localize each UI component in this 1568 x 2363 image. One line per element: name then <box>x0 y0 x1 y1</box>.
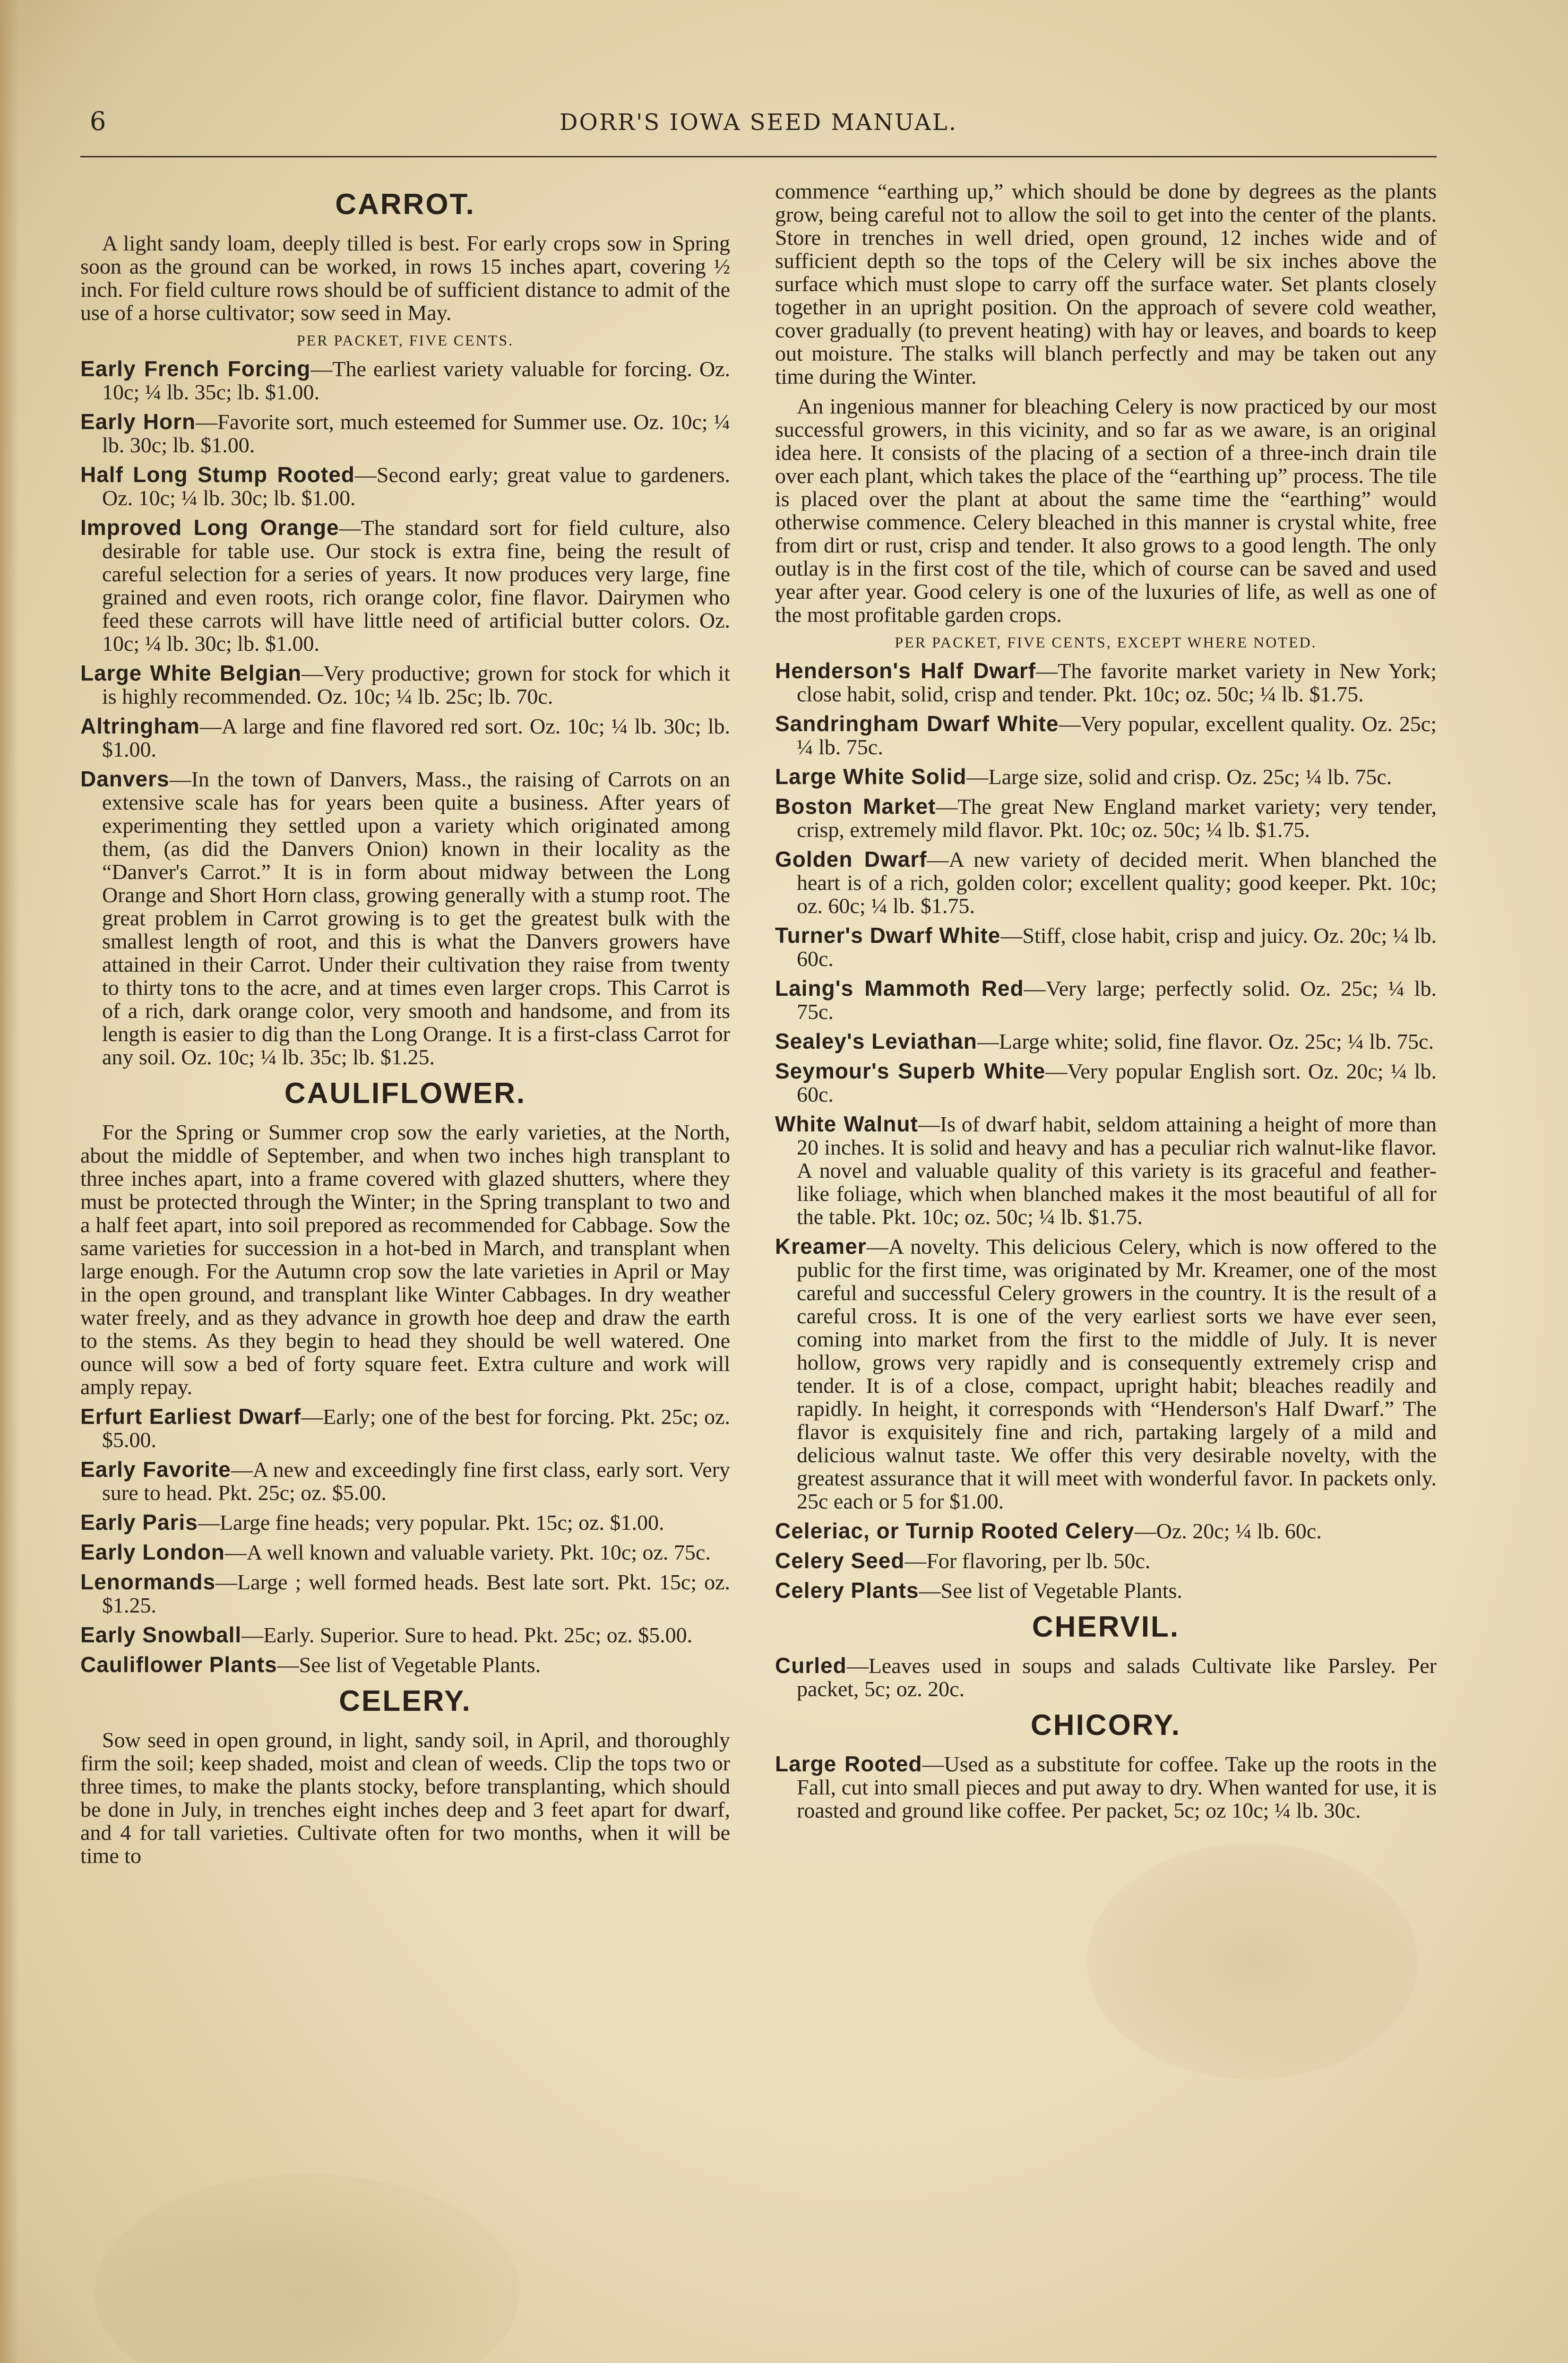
item-name: Large White Solid <box>775 764 967 789</box>
page-header <box>80 106 1437 149</box>
item-description: —The earliest variety valuable for forcing. Oz. 10c; ¼ lb. 35c; lb. $1.00. <box>102 357 730 404</box>
celery-price-line: PER PACKET, FIVE CENTS, EXCEPT WHERE NOTED. <box>895 634 1317 651</box>
item-description: —Second early; great value to gardeners. Oz. 10c; ¼ lb. 30c; lb. $1.00. <box>102 463 730 510</box>
header-rule <box>80 156 1437 157</box>
item-name: Danvers <box>80 767 170 791</box>
item-description: —See list of Vegetable Plants. <box>919 1578 1182 1603</box>
catalog-item <box>775 924 1437 970</box>
catalog-item <box>80 1511 730 1534</box>
catalog-item <box>80 715 730 761</box>
item-description: —A novelty. This delicious Celery, which is now offered to the public for the first time, was originated by Mr. Kreamer, one of the most careful and successful Celery growers in the country. It is the result of a careful cross. It is one of the very earliest sorts we have ever seen, coming into market from the first to the middle of July. It is never hollow, grows very rapidly and is consequently extremely crisp and tender. It is of a close, compact, upright habit; bleaches readily and rapidly. In height, it corresponds with “Henderson's Half Dwarf.” The flavor is exquisitely fine and rich, partaking largely of a mild and delicious walnut taste. We offer this very desirable novelty, with the greatest assurance that it will meet with wonderful favor. In packets only. 25c each or 5 for $1.00. <box>797 1234 1437 1513</box>
carrot-price-line: PER PACKET, FIVE CENTS. <box>296 332 514 349</box>
celery-bleaching-paragraph: An ingenious manner for bleaching Celery is now practiced by our most successful growers, in this vicinity, and so far as we aware, is an original idea here. It consists of the placing of a section of a three-inch drain tile over each plant, which takes the place of the “earthing up” process. The tile is placed over the plant at about the same time the “earthing” would otherwise commence. Celery bleached in this manner is crystal white, free from dirt or rust, crisp and tender. It also grows to a good length. The only outlay is in the first cost of the tile, which of course can be saved and used year after year. Good celery is one of the luxuries of life, as well as one of the most profitable garden crops. <box>775 394 1437 627</box>
catalog-item <box>80 768 730 1069</box>
catalog-item <box>775 1654 1437 1700</box>
catalog-item <box>80 516 730 655</box>
item-description: —Large fine heads; very popular. Pkt. 15c; oz. $1.00. <box>198 1510 664 1535</box>
item-name: Celeriac, or Turnip Rooted Celery <box>775 1518 1135 1543</box>
catalog-item <box>775 712 1437 759</box>
catalog-item <box>775 1060 1437 1106</box>
page-edge-shadow <box>0 0 19 2363</box>
celery-intro-continued: commence “earthing up,” which should be done by degrees as the plants grow, being careful not to allow the soil to get into the center of the plants. Store in trenches in well dried, open ground, 12 inches wide and of sufficient depth so the tops of the Celery will be six inches above the surface which must slope to carry off the surface water. Set plants closely together in an upright position. On the approach of severe cold weather, cover gradually (to prevent heating) with hay or leaves, and boards to keep out moisture. The stalks will blanch perfectly and may be taken out any time during the Winter. <box>775 179 1437 388</box>
catalog-item <box>80 1458 730 1504</box>
item-description: —Very productive; grown for stock for which it is highly recommended. Oz. 10c; ¼ lb. 25c; lb. 70c. <box>102 661 730 708</box>
catalog-item <box>775 1030 1437 1053</box>
item-description: —Used as a substitute for coffee. Take up the roots in the Fall, cut into small pieces and put away to dry. When wanted for use, it is roasted and ground like coffee. Per packet, 5c; oz 10c; ¼ lb. 30c. <box>797 1752 1437 1822</box>
item-name: Golden Dwarf <box>775 847 927 871</box>
item-description: —Very popular English sort. Oz. 20c; ¼ lb. 60c. <box>797 1059 1437 1106</box>
item-name: Early Horn <box>80 409 196 434</box>
right-column <box>775 180 1437 1828</box>
page-number: 6 <box>90 106 106 136</box>
catalog-item <box>775 1752 1437 1822</box>
item-description: —Is of dwarf habit, seldom attaining a height of more than 20 inches. It is solid and heavy and has a peculiar rich walnut-like flavor. A novel and valuable quality of this variety is its graceful and feather-like foliage, which when blanched makes it the most beautiful of all for the table. Pkt. 10c; oz. 50c; ¼ lb. $1.75. <box>797 1112 1437 1229</box>
item-description: —Early; one of the best for forcing. Pkt. 25c; oz. $5.00. <box>102 1405 731 1452</box>
item-name: Kreamer <box>775 1234 867 1259</box>
catalog-item <box>80 1405 730 1451</box>
item-name: Large White Belgian <box>80 661 302 685</box>
catalog-item <box>80 410 730 457</box>
running-head: DORR'S IOWA SEED MANUAL. <box>560 109 957 136</box>
item-description: —In the town of Danvers, Mass., the raising of Carrots on an extensive scale has for years been quite a business. After years of experimenting they settled upon a variety which originated among them, (as did the Danvers Onion) known in their locality as the “Danver's Carrot.” It is in form about midway between the Long Orange and Short Horn class, growing generally with a stump root. The great problem in Carrot growing is to get the greatest bulk with the smallest length of root, and this is what the Danvers growers have attained in their Carrot. Under their cultivation they raise from twenty to thirty tons to the acre, and at times even larger crops. This Carrot is of a rich, dark orange color, very smooth and handsome, and from its length is easier to dig than the Long Orange. It is a first-class Carrot for any soil. Oz. 10c; ¼ lb. 35c; lb. $1.25. <box>102 767 730 1069</box>
catalog-item <box>775 1235 1437 1513</box>
item-name: Early Snowball <box>80 1622 242 1647</box>
section-title-carrot: CARROT. <box>335 188 475 221</box>
catalog-item <box>80 662 730 708</box>
item-description: —The great New England market variety; very tender, crisp, extremely mild flavor. Pkt. 10c; oz. 50c; ¼ lb. $1.75. <box>797 794 1437 842</box>
catalog-item <box>775 1519 1437 1543</box>
item-name: Early Paris <box>80 1510 198 1535</box>
item-description: —A large and fine flavored red sort. Oz. 10c; ¼ lb. 30c; lb. $1.00. <box>102 714 730 761</box>
item-name: Lenormands <box>80 1570 216 1594</box>
item-name: Cauliflower Plants <box>80 1652 277 1677</box>
item-name: Curled <box>775 1653 847 1678</box>
item-name: Large Rooted <box>775 1751 922 1776</box>
catalog-item <box>775 1579 1437 1602</box>
item-description: —Large ; well formed heads. Best late sort. Pkt. 15c; oz. $1.25. <box>102 1570 730 1617</box>
item-description: —The standard sort for field culture, also desirable for table use. Our stock is extra fine, being the result of careful selection for a series of years. It now produces very large, fine grained and even roots, rich orange color, fine flavor. Dairymen who feed these carrots will have little need of artificial butter colors. Oz. 10c; ¼ lb. 30c; lb. $1.00. <box>102 516 731 655</box>
item-name: Early London <box>80 1540 225 1564</box>
item-name: Seymour's Superb White <box>775 1059 1046 1083</box>
item-description: —Leaves used in soups and salads Cultivate like Parsley. Per packet, 5c; oz. 20c. <box>797 1654 1437 1701</box>
cauliflower-intro: For the Spring or Summer crop sow the early varieties, at the North, about the middle of September, and when two inches high transplant to three inches apart, into a frame covered with glazed shutters, where they must be protected through the Winter; in the Spring transplant to two and a half feet apart, into soil prepored as recommended for Cabbage. Sow the same varieties for succession in a hot-bed in March, and transplant when large enough. For the Autumn crop sow the late varieties in April or May in the open ground, and transplant like Winter Cabbages. In dry weather water freely, and as they advance in growth hoe deep and draw the earth to the stems. As they begin to head they should be well watered. One ounce will sow a bed of forty square feet. Extra culture and work will amply repay. <box>80 1120 730 1399</box>
catalog-item <box>80 1541 730 1564</box>
item-description: —Early. Superior. Sure to head. Pkt. 25c; oz. $5.00. <box>241 1623 693 1647</box>
item-name: White Walnut <box>775 1112 918 1136</box>
catalog-item <box>80 1623 730 1647</box>
section-title-cauliflower: CAULIFLOWER. <box>284 1077 526 1110</box>
item-description: —Large white; solid, fine flavor. Oz. 25c; ¼ lb. 75c. <box>977 1029 1434 1053</box>
item-description: —A new variety of decided merit. When blanched the heart is of a rich, golden color; excellent quality; good keeper. Pkt. 10c; oz. 60c; ¼ lb. $1.75. <box>797 847 1437 918</box>
item-name: Boston Market <box>775 794 936 819</box>
catalog-item <box>80 1570 730 1617</box>
catalog-item <box>775 795 1437 841</box>
item-name: Celery Seed <box>775 1548 905 1573</box>
catalog-item <box>80 357 730 404</box>
catalog-item <box>80 1653 730 1676</box>
item-description: —The favorite market variety in New York; close habit, solid, crisp and tender. Pkt. 10c; oz. 50c; ¼ lb. $1.75. <box>797 659 1437 706</box>
section-title-celery: CELERY. <box>339 1685 472 1717</box>
catalog-item <box>775 1549 1437 1572</box>
paper-stain <box>95 2174 520 2363</box>
item-description: —Favorite sort, much esteemed for Summer use. Oz. 10c; ¼ lb. 30c; lb. $1.00. <box>102 410 730 457</box>
catalog-item <box>775 659 1437 706</box>
item-name: Altringham <box>80 714 200 738</box>
item-name: Laing's Mammoth Red <box>775 976 1024 1000</box>
carrot-intro: A light sandy loam, deeply tilled is best. For early crops sow in Spring soon as the ground can be worked, in rows 15 inches apart, covering ½ inch. For field culture rows should be of sufficient distance to admit of the use of a horse cultivator; sow seed in May. <box>80 231 730 325</box>
catalog-item <box>775 765 1437 788</box>
item-name: Early French Forcing <box>80 356 311 381</box>
catalog-item <box>80 463 730 509</box>
item-name: Sandringham Dwarf White <box>775 711 1059 736</box>
item-description: —See list of Vegetable Plants. <box>277 1653 541 1677</box>
item-description: —For flavoring, per lb. 50c. <box>905 1549 1151 1573</box>
item-name: Erfurt Earliest Dwarf <box>80 1404 302 1429</box>
section-title-chervil: CHERVIL. <box>1032 1611 1180 1643</box>
item-name: Sealey's Leviathan <box>775 1029 977 1053</box>
item-description: —Very large; perfectly solid. Oz. 25c; ¼ lb. 75c. <box>797 976 1437 1024</box>
item-description: —Stiff, close habit, crisp and juicy. Oz. 20c; ¼ lb. 60c. <box>797 923 1437 971</box>
celery-intro-left: Sow seed in open ground, in light, sandy soil, in April, and thoroughly firm the soil; keep shaded, moist and clean of weeds. Clip the tops two or three times, to make the plants stocky, before transplanting, which should be done in July, in trenches eight inches deep and 3 feet apart for dwarf, and 4 for tall varieties. Cultivate often for two months, when it will be time to <box>80 1728 730 1868</box>
left-column <box>80 180 730 1874</box>
item-description: —A well known and valuable variety. Pkt. 10c; oz. 75c. <box>224 1540 711 1564</box>
paper-stain <box>1087 1843 1418 2079</box>
item-description: —Large size, solid and crisp. Oz. 25c; ¼ lb. 75c. <box>966 765 1392 789</box>
catalog-item <box>775 848 1437 917</box>
section-title-chicory: CHICORY. <box>1031 1709 1181 1742</box>
item-name: Improved Long Orange <box>80 515 339 540</box>
item-name: Turner's Dwarf White <box>775 923 1001 948</box>
item-description: —Very popular, excellent quality. Oz. 25c; ¼ lb. 75c. <box>797 712 1437 759</box>
item-description: —A new and exceedingly fine first class, early sort. Very sure to head. Pkt. 25c; oz. $5.00. <box>102 1457 730 1505</box>
item-name: Celery Plants <box>775 1578 919 1603</box>
item-description: —Oz. 20c; ¼ lb. 60c. <box>1134 1519 1322 1543</box>
item-name: Half Long Stump Rooted <box>80 462 355 487</box>
catalog-item <box>775 977 1437 1023</box>
catalog-item <box>775 1113 1437 1228</box>
item-name: Henderson's Half Dwarf <box>775 658 1036 683</box>
item-name: Early Favorite <box>80 1457 231 1482</box>
